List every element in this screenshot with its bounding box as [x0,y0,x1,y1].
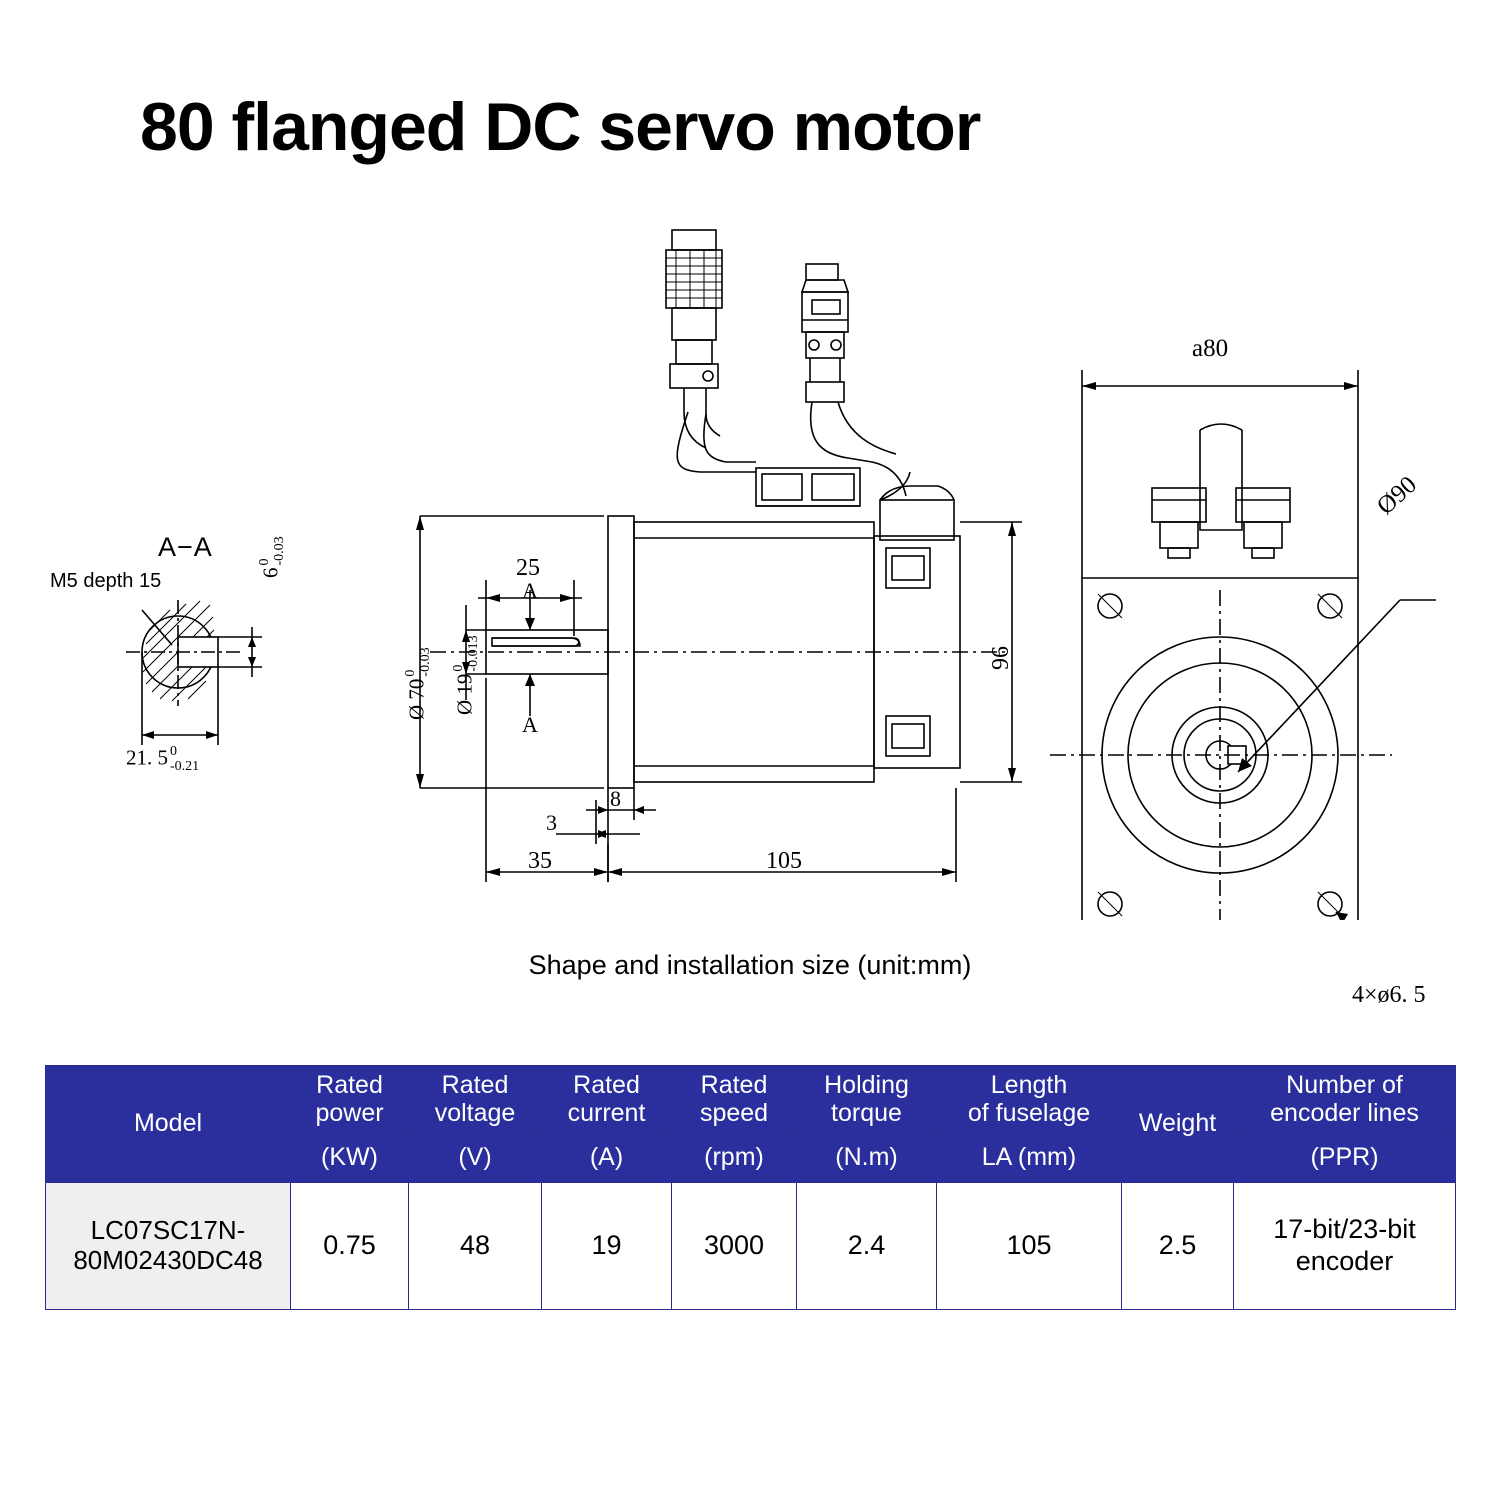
th-rated-power-l1: Rated [316,1071,383,1099]
front-holes-dim: 4×ø6. 5 [1352,982,1426,1008]
th-length-l1: Length [990,1071,1068,1099]
section-width-value: 21. 5 [126,745,168,770]
th-unit-encoder: (PPR) [1234,1134,1456,1183]
cell-length: 105 [937,1182,1122,1309]
th-encoder-l2: encoder lines [1270,1098,1419,1127]
section-width-dim [126,745,199,774]
section-mark-bottom: A [522,712,538,737]
dim-35: 35 [528,848,552,874]
section-width-tol-top: 0 [170,744,177,759]
th-unit-speed: (rpm) [672,1134,797,1183]
cell-power: 0.75 [291,1182,409,1309]
flange-dia-value: Ø 70 [404,678,429,720]
cell-weight: 2.5 [1122,1182,1234,1309]
th-unit-voltage: (V) [409,1134,542,1183]
section-depth-dim [257,536,288,607]
th-rated-current [542,1066,672,1134]
th-rated-speed-l1: Rated [700,1071,768,1099]
shaft-dia-value: Ø 19 [452,673,477,715]
dim-96: 96 [988,646,1014,670]
cell-model-l1: LC07SC17N- [90,1214,246,1245]
th-length [937,1066,1122,1134]
th-holding-torque-l1: Holding [824,1071,909,1099]
dim-25: 25 [516,555,540,581]
side-view [416,230,1022,882]
th-rated-voltage-l1: Rated [441,1071,509,1099]
th-rated-voltage-l2: voltage [434,1098,516,1127]
cell-encoder-l1: 17-bit/23-bit [1273,1214,1416,1245]
th-model: Model [46,1066,291,1183]
section-view [126,600,262,745]
front-dia-dim: Ø90 [1372,471,1423,521]
cell-voltage: 48 [409,1182,542,1309]
section-depth-tol-bottom: -0.03 [271,536,287,566]
th-unit-power: (KW) [291,1134,409,1183]
th-rated-speed-l2: speed [699,1098,769,1127]
th-rated-power [291,1066,409,1134]
th-holding-torque [797,1066,937,1134]
shaft-dia-tol-bottom: -0.013 [465,635,481,672]
th-unit-torque: (N.m) [797,1134,937,1183]
th-encoder [1234,1066,1456,1134]
flange-dia-tol-top: 0 [403,669,418,677]
section-mark-top: A [522,578,538,603]
th-rated-voltage [409,1066,542,1134]
shaft-dia-tol-top: 0 [451,664,466,672]
th-rated-current-l2: current [567,1098,646,1127]
section-width-tol-bottom: -0.21 [170,758,200,774]
cell-current: 19 [542,1182,672,1309]
front-view [1050,370,1442,920]
drawing-caption: Shape and installation size (unit:mm) [528,950,972,980]
th-unit-length: LA (mm) [937,1134,1122,1183]
table-row [46,1182,1456,1309]
cell-torque: 2.4 [797,1182,937,1309]
m5-depth-note: M5 depth 15 [50,570,162,592]
dim-8: 8 [610,786,621,811]
dim-3: 3 [546,810,557,835]
th-unit-current: (A) [542,1134,672,1183]
section-depth-value: 6 [258,567,283,578]
cell-encoder-l2: encoder [1295,1245,1394,1276]
th-rated-speed [672,1066,797,1134]
section-label: A−A [158,532,213,562]
cell-model [46,1182,291,1309]
shaft-dia-dim [451,635,532,744]
dim-96-wrap [988,646,1014,697]
th-rated-power-l2: power [315,1098,384,1127]
flange-dia-tol-bottom: -0.03 [417,647,433,677]
th-rated-current-l1: Rated [573,1071,640,1099]
th-weight: Weight [1122,1066,1234,1183]
page-title: 80 flanged DC servo motor [140,89,981,165]
th-length-l2: of fuselage [967,1098,1091,1127]
dim-105: 105 [766,848,802,874]
drawing-svg [0,200,1500,920]
section-depth-tol-top: 0 [257,558,272,566]
spec-table [45,1065,1456,1310]
front-dia-wrap [1372,471,1423,528]
table-header-row-names [46,1066,1456,1134]
cell-speed: 3000 [672,1182,797,1309]
th-encoder-l1: Number of [1286,1071,1403,1099]
cell-encoder [1234,1182,1456,1309]
th-holding-torque-l2: torque [831,1098,902,1127]
cell-model-l2: 80M02430DC48 [73,1244,263,1275]
front-width-dim: a80 [1192,335,1229,362]
